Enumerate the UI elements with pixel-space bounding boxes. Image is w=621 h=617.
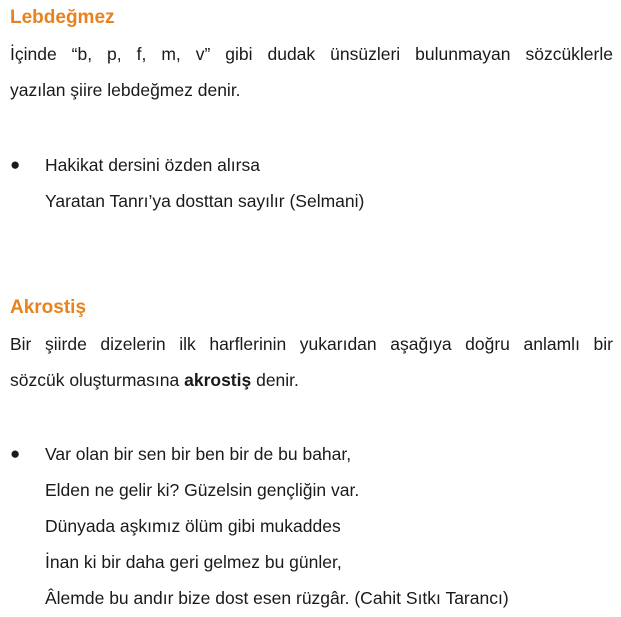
definition-line: yazılan şiire lebdeğmez denir.	[10, 80, 241, 100]
bullet-dot-icon: ●	[10, 155, 21, 174]
verse-line: Âlemde bu andır bize dost esen rüzgâr. (Cahit Sıtkı Tarancı)	[45, 588, 509, 608]
definition-paragraph	[10, 326, 613, 398]
section-akrostis	[10, 296, 613, 320]
verse-line: Hakikat dersini özden alırsa	[45, 155, 260, 175]
definition-text: sözcük oluşturmasına	[10, 370, 185, 390]
example-list	[10, 436, 613, 616]
verse-line: İnan ki bir daha geri gelmez bu günler,	[45, 552, 342, 572]
definition-line: Bir şiirde dizelerin ilk harflerinin yukarıdan aşağıya doğru anlamlı bir	[10, 334, 613, 354]
verse-line: Var olan bir sen bir ben bir de bu bahar,	[45, 444, 352, 464]
example-verse	[45, 436, 613, 616]
example-verse	[45, 147, 613, 219]
verse-line: Yaratan Tanrı’ya dosttan sayılır (Selmani)	[45, 191, 365, 211]
definition-term: akrostiş	[184, 370, 252, 390]
verse-line: Elden ne gelir ki? Güzelsin gençliğin var.	[45, 480, 360, 500]
section-heading: Akrostiş	[10, 297, 87, 318]
section-heading: Lebdeğmez	[10, 7, 115, 28]
definition-paragraph	[10, 36, 613, 108]
definition-line	[10, 362, 613, 398]
verse-line: Dünyada aşkımız ölüm gibi mukaddes	[45, 516, 341, 536]
example-list	[10, 147, 613, 219]
definition-text: denir.	[251, 370, 299, 390]
bullet-dot-icon: ●	[10, 444, 21, 463]
section-lebdegmez	[10, 6, 613, 30]
definition-line: İçinde “b, p, f, m, v” gibi dudak ünsüzleri bulunmayan sözcüklerle	[10, 44, 613, 64]
